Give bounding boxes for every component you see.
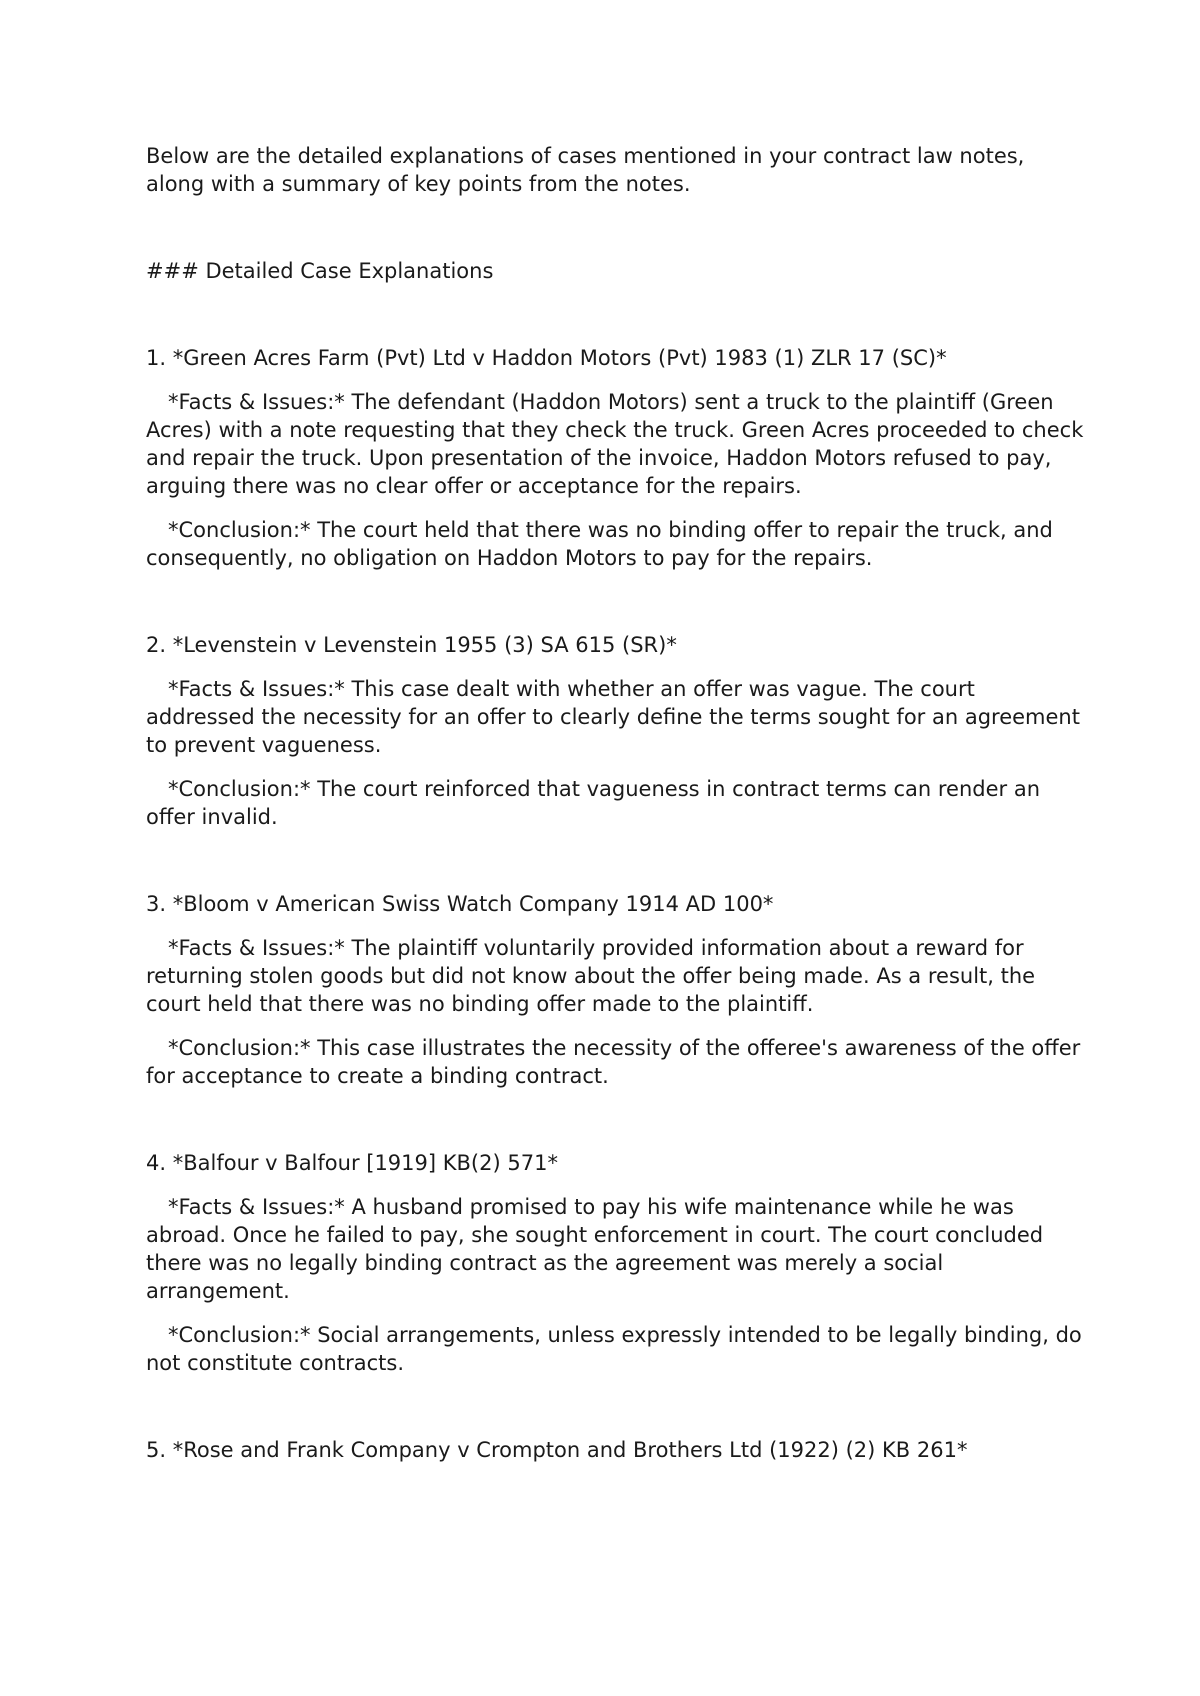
case-title: 3. *Bloom v American Swiss Watch Company 1914 AD 100* — [146, 892, 774, 916]
case-conclusion: *Conclusion:* The court reinforced that vagueness in contract terms can render an offer invalid. — [146, 777, 1041, 829]
case-item — [146, 631, 1086, 831]
case-conclusion: *Conclusion:* The court held that there was no binding offer to repair the truck, and consequently, no obligation on Haddon Motors to pay for the repairs. — [146, 518, 1053, 570]
case-title: 1. *Green Acres Farm (Pvt) Ltd v Haddon Motors (Pvt) 1983 (1) ZLR 17 (SC)* — [146, 346, 947, 370]
case-conclusion: *Conclusion:* Social arrangements, unless expressly intended to be legally binding, do not constitute contracts. — [146, 1323, 1082, 1375]
case-title: 2. *Levenstein v Levenstein 1955 (3) SA 615 (SR)* — [146, 633, 677, 657]
case-facts: *Facts & Issues:* A husband promised to pay his wife maintenance while he was abroad. Once he failed to pay, she sought enforcement in court. The court concluded there was no legally binding contract as the agreement was merely a social arrangement. — [146, 1195, 1044, 1303]
case-item — [146, 890, 1086, 1090]
case-title: 4. *Balfour v Balfour [1919] KB(2) 571* — [146, 1151, 558, 1175]
case-title: 5. *Rose and Frank Company v Crompton and Brothers Ltd (1922) (2) KB 261* — [146, 1438, 968, 1462]
case-conclusion: *Conclusion:* This case illustrates the necessity of the offeree's awareness of the offer for acceptance to create a binding contract. — [146, 1036, 1081, 1088]
section-heading: ### Detailed Case Explanations — [146, 259, 494, 283]
case-item — [146, 1149, 1086, 1377]
case-facts: *Facts & Issues:* This case dealt with whether an offer was vague. The court addressed the necessity for an offer to clearly define the terms sought for an agreement to prevent vagueness. — [146, 677, 1080, 757]
case-facts: *Facts & Issues:* The plaintiff voluntarily provided information about a reward for returning stolen goods but did not know about the offer being made. As a result, the court held that there was no binding offer made to the plaintiff. — [146, 936, 1036, 1016]
case-item — [146, 344, 1086, 572]
intro-paragraph: Below are the detailed explanations of cases mentioned in your contract law notes, along with a summary of key points from the notes. — [146, 144, 1025, 196]
document-page — [146, 142, 1086, 1523]
case-item — [146, 1436, 1086, 1464]
case-facts: *Facts & Issues:* The defendant (Haddon Motors) sent a truck to the plaintiff (Green Acres) with a note requesting that they check the truck. Green Acres proceeded to check and repair the truck. Upon presentation of the invoice, Haddon Motors refused to pay, arguing there was no clear offer or acceptance for the repairs. — [146, 390, 1084, 498]
